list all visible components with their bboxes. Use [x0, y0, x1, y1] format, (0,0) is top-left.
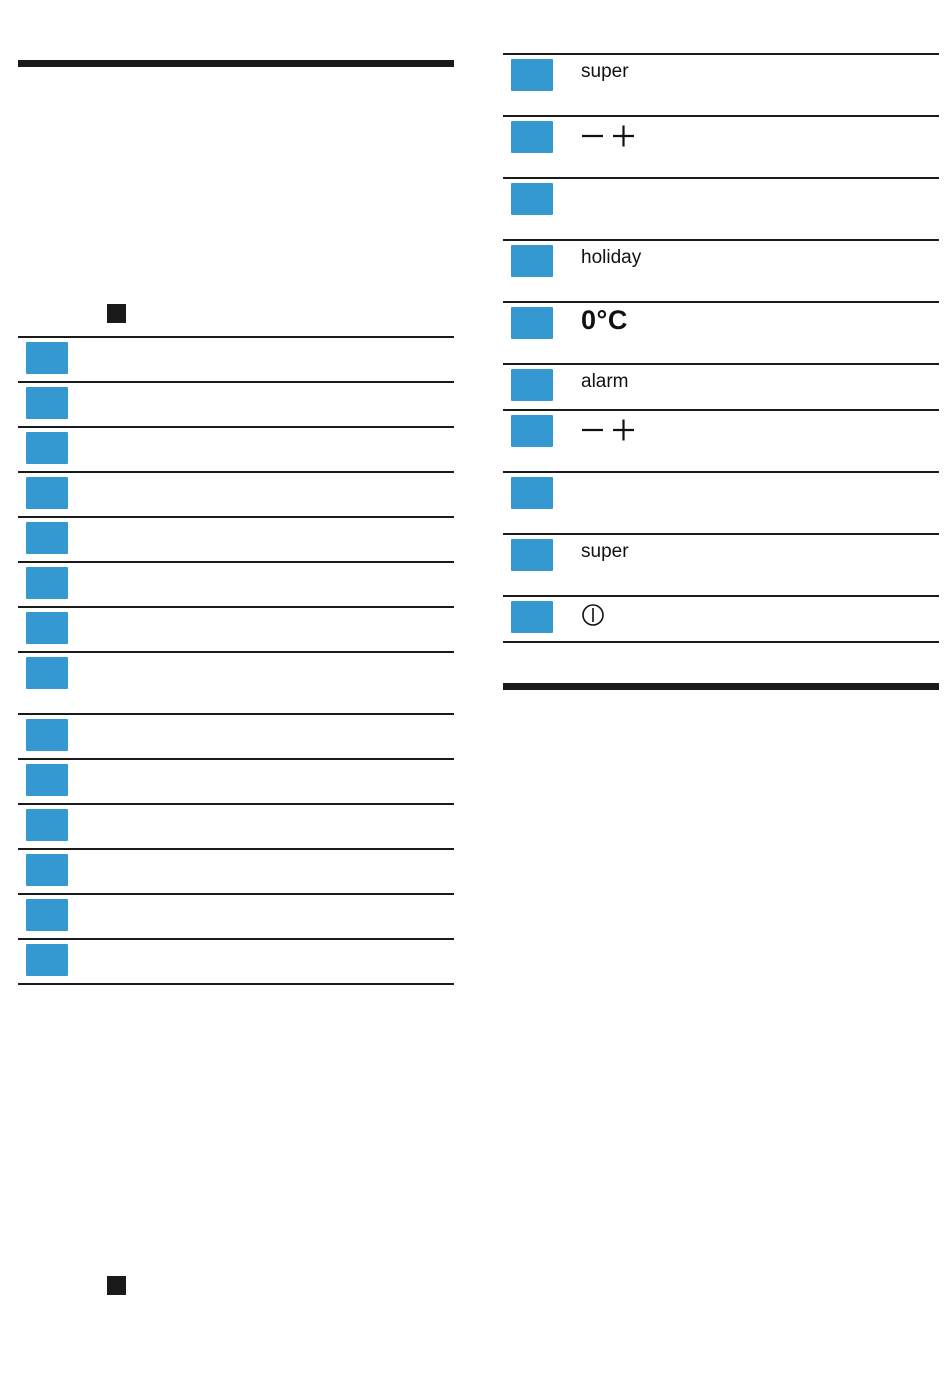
minus-plus-icon [581, 417, 637, 443]
table-row [18, 563, 454, 608]
table-row [18, 715, 454, 760]
control-key-icon [26, 809, 68, 841]
table-row [503, 365, 939, 411]
table-row [18, 850, 454, 895]
table-row [503, 535, 939, 597]
super-key-icon [511, 539, 553, 571]
control-key-icon [26, 522, 68, 554]
table-row [503, 179, 939, 241]
control-key-icon [26, 719, 68, 751]
table-row [503, 117, 939, 179]
table-row [18, 653, 454, 715]
holiday-label: holiday [581, 247, 642, 268]
temperature-key-icon [511, 307, 553, 339]
control-key-icon [26, 944, 68, 976]
table-row [18, 940, 454, 985]
control-key-icon [26, 612, 68, 644]
holiday-key-icon [511, 245, 553, 277]
table-row [18, 805, 454, 850]
super-label: super [581, 61, 629, 82]
left-control-table [18, 336, 454, 985]
control-key-icon [26, 657, 68, 689]
table-row [503, 473, 939, 535]
table-row [18, 338, 454, 383]
table-row [18, 383, 454, 428]
control-key-icon [511, 121, 553, 153]
control-key-icon [26, 432, 68, 464]
table-row [18, 608, 454, 653]
control-key-icon [26, 342, 68, 374]
super-label: super [581, 541, 629, 562]
section-rule-top [18, 60, 454, 67]
control-key-icon [26, 387, 68, 419]
control-key-icon [511, 183, 553, 215]
temperature-label: 0°C [581, 305, 628, 335]
minus-plus-icon [581, 123, 637, 149]
table-row [503, 411, 939, 473]
table-row [18, 895, 454, 940]
table-row [503, 303, 939, 365]
table-row [18, 473, 454, 518]
control-key-icon [26, 854, 68, 886]
power-key-icon [511, 601, 553, 633]
table-row [18, 760, 454, 805]
square-bullet-icon [107, 304, 126, 323]
table-row [18, 518, 454, 563]
super-key-icon [511, 59, 553, 91]
table-row [503, 55, 939, 117]
table-row [18, 428, 454, 473]
square-bullet-icon [107, 1276, 126, 1295]
alarm-key-icon [511, 369, 553, 401]
right-control-table [503, 53, 939, 643]
power-icon [581, 603, 605, 627]
section-rule-bottom [503, 683, 939, 690]
table-row [503, 597, 939, 643]
table-row [503, 241, 939, 303]
control-key-icon [511, 477, 553, 509]
alarm-label: alarm [581, 371, 629, 392]
control-key-icon [26, 477, 68, 509]
control-key-icon [26, 764, 68, 796]
control-key-icon [511, 415, 553, 447]
control-key-icon [26, 899, 68, 931]
control-key-icon [26, 567, 68, 599]
